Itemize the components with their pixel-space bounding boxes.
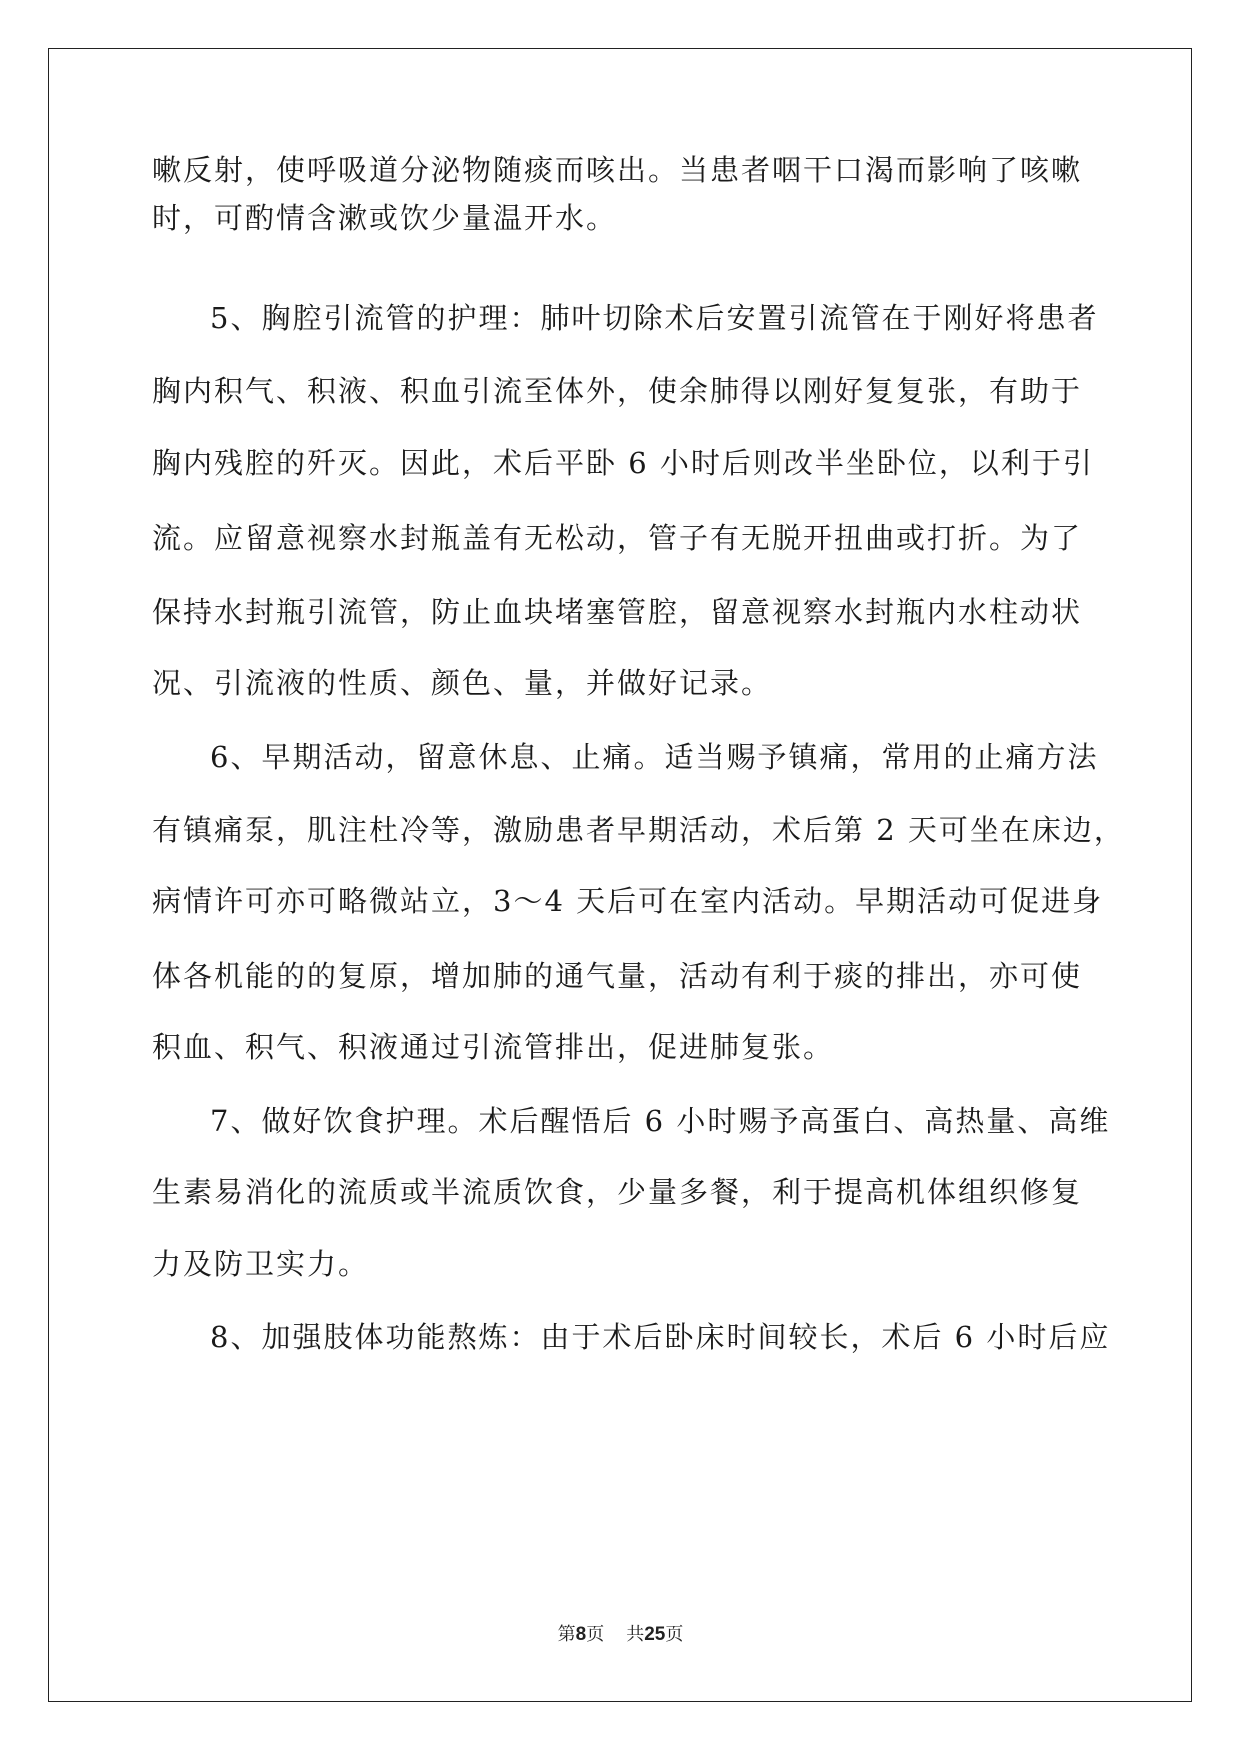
text-line: 况、引流液的性质、颜色、量，并做好记录。 <box>152 666 773 700</box>
text-line: 体各机能的的复原，增加肺的通气量，活动有利于痰的排出，亦可使 <box>152 959 1083 993</box>
paragraph-first-line: 5、胸腔引流管的护理：肺叶切除术后安置引流管在于刚好将患者 <box>210 301 1099 335</box>
text-line: 生素易消化的流质或半流质饮食，少量多餐，利于提高机体组织修复 <box>152 1175 1083 1209</box>
text-line: 病情许可亦可略微站立，3～4 天后可在室内活动。早期活动可促进身 <box>152 884 1104 918</box>
text-line: 时，可酌情含漱或饮少量温开水。 <box>152 201 618 235</box>
text-line: 嗽反射，使呼吸道分泌物随痰而咳出。当患者咽干口渴而影响了咳嗽 <box>152 153 1083 187</box>
text-line: 保持水封瓶引流管，防止血块堵塞管腔，留意视察水封瓶内水柱动状 <box>152 595 1083 629</box>
text-line: 有镇痛泵，肌注杜冷等，激励患者早期活动，术后第 2 天可坐在床边， <box>152 813 1125 847</box>
total-page-number: 25 <box>644 1624 666 1645</box>
text-line: 流。应留意视察水封瓶盖有无松动，管子有无脱开扭曲或打折。为了 <box>152 521 1083 555</box>
total-suffix: 页 <box>665 1624 684 1645</box>
paragraph-first-line: 7、做好饮食护理。术后醒悟后 6 小时赐予高蛋白、高热量、高维 <box>210 1104 1111 1138</box>
text-line: 力及防卫实力。 <box>152 1247 370 1281</box>
current-page-number: 8 <box>575 1624 587 1645</box>
page-suffix: 页 <box>586 1624 605 1645</box>
text-line: 胸内积气、积液、积血引流至体外，使余肺得以刚好复复张，有助于 <box>152 374 1083 408</box>
page-footer <box>0 1620 1241 1650</box>
paragraph-first-line: 6、早期活动，留意休息、止痛。适当赐予镇痛，常用的止痛方法 <box>210 740 1099 774</box>
text-line: 积血、积气、积液通过引流管排出，促进肺复张。 <box>152 1030 835 1064</box>
paragraph-first-line: 8、加强肢体功能熬炼：由于术后卧床时间较长，术后 6 小时后应 <box>210 1320 1111 1354</box>
total-prefix: 共 <box>626 1624 645 1645</box>
text-line: 胸内残腔的歼灭。因此，术后平卧 6 小时后则改半坐卧位，以利于引 <box>152 446 1094 480</box>
page-prefix: 第 <box>557 1624 576 1645</box>
